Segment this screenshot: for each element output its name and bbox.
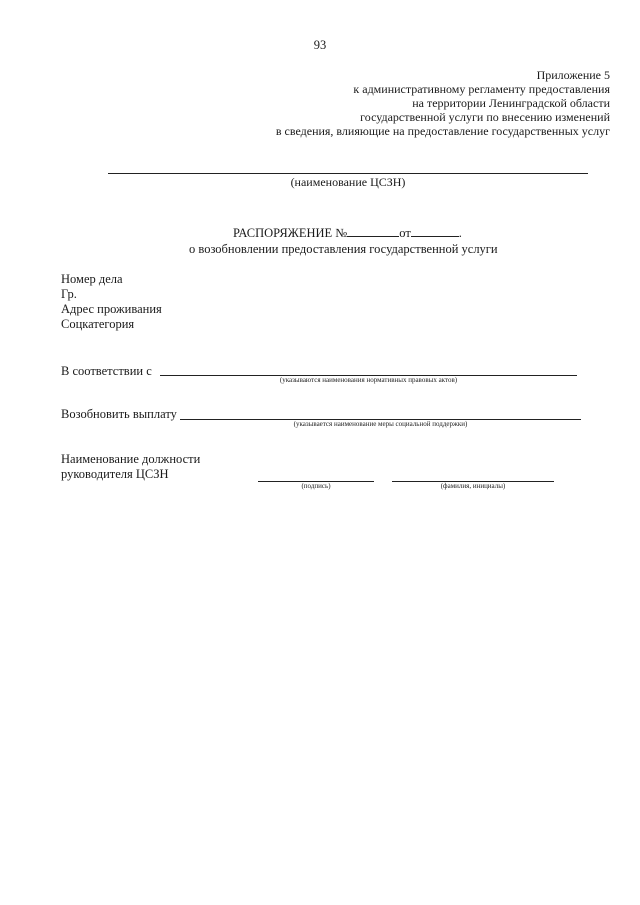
order-date-prefix: от [399, 226, 411, 240]
resume-label: Возобновить выплату [61, 407, 177, 421]
order-date-blank [411, 225, 459, 237]
header-line-1: Приложение 5 [536, 68, 610, 82]
appendix-header [276, 68, 610, 138]
order-title [233, 225, 462, 241]
field-address: Адрес проживания [61, 302, 162, 316]
position-line-1: Наименование должности [61, 452, 201, 466]
position-title [61, 452, 200, 482]
accordance-hint: (указываются наименования нормативных правовых актов) [279, 376, 458, 384]
header-line-2: к административному регламенту предоставления [353, 82, 610, 96]
field-case-number: Номер дела [61, 272, 123, 286]
order-subtitle: о возобновлении предоставления государственной услуги [189, 242, 498, 256]
field-social-category: Соцкатегория [61, 317, 135, 331]
fields-block [61, 272, 162, 332]
name-caption: (фамилия, инициалы) [440, 482, 506, 490]
field-citizen: Гр. [61, 287, 77, 301]
order-date-suffix: . [458, 226, 462, 240]
position-line-2: руководителя ЦСЗН [61, 467, 169, 481]
header-line-3: на территории Ленинградской области [412, 96, 610, 110]
org-name-line [108, 173, 588, 174]
order-number-blank [347, 225, 399, 237]
header-line-5: в сведения, влияющие на предоставление государственных услуг [275, 124, 610, 138]
page-number: 93 [313, 38, 327, 52]
signature-caption: (подпись) [301, 482, 331, 490]
header-line-4: государственной услуги по внесению изменений [360, 110, 610, 124]
order-title-prefix: РАСПОРЯЖЕНИЕ № [233, 226, 348, 240]
resume-hint: (указывается наименование меры социальной поддержки) [293, 420, 468, 428]
accordance-label: В соответствии с [61, 364, 152, 378]
org-caption: (наименование ЦСЗН) [290, 175, 406, 189]
